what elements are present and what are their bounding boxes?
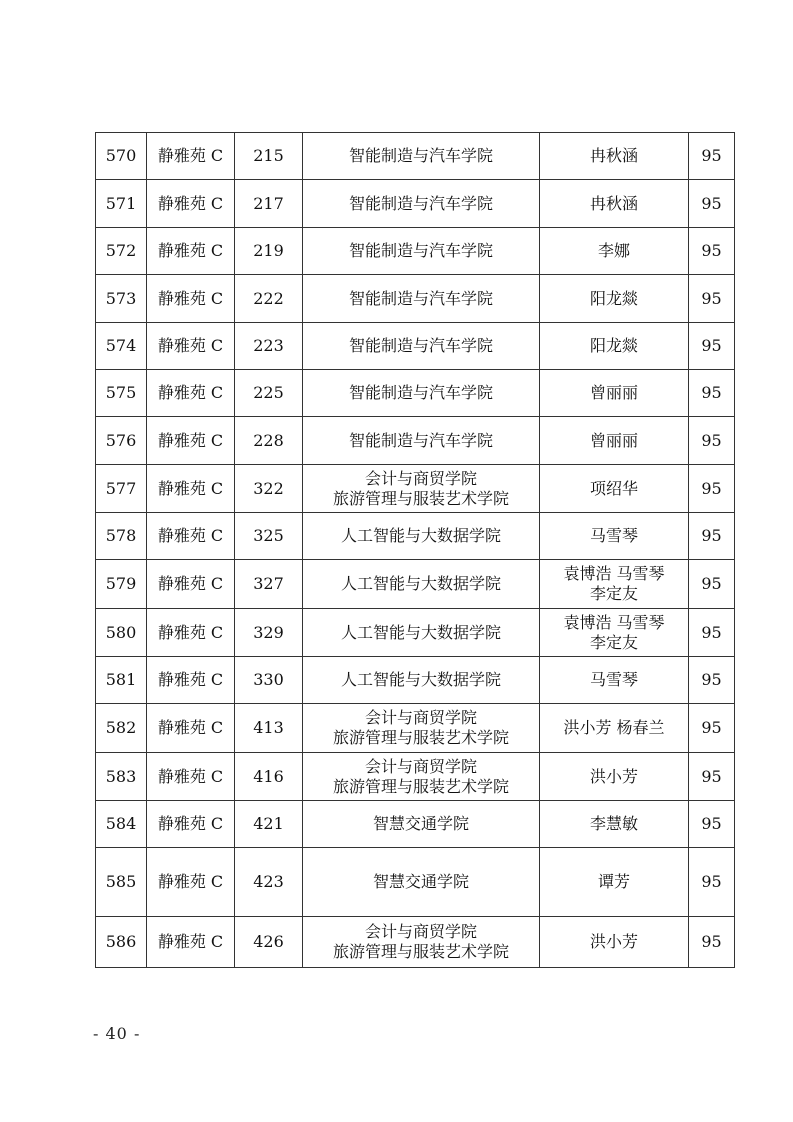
- building-cell: 静雅苑 C: [147, 228, 235, 275]
- college-cell: [303, 417, 540, 465]
- table-row: [96, 228, 735, 275]
- row-number-cell: 577: [96, 465, 147, 513]
- room-cell: 421: [235, 801, 303, 848]
- person-cell: [540, 560, 689, 609]
- score-cell: 95: [689, 704, 735, 753]
- person-cell-line: 谭芳: [597, 872, 630, 891]
- college-cell: [303, 560, 540, 609]
- score-cell: 95: [689, 609, 735, 657]
- row-number-cell: 575: [96, 370, 147, 417]
- building-cell: 静雅苑 C: [147, 848, 235, 917]
- college-cell: [303, 704, 540, 753]
- table-row: [96, 801, 735, 848]
- college-cell-line: 人工智能与大数据学院: [340, 526, 501, 545]
- person-cell: [540, 180, 689, 228]
- room-cell: 416: [235, 753, 303, 801]
- score-cell: 95: [689, 133, 735, 180]
- college-cell-line: 旅游管理与服装艺术学院: [332, 488, 509, 508]
- table-body: [96, 133, 735, 968]
- person-cell-line: 洪小芳 杨春兰: [563, 718, 665, 737]
- person-cell: [540, 275, 689, 323]
- page-number: - 40 -: [93, 1024, 141, 1043]
- person-cell: [540, 753, 689, 801]
- person-cell-line: 项绍华: [589, 478, 638, 498]
- room-cell: 329: [235, 609, 303, 657]
- score-cell: 95: [689, 753, 735, 801]
- person-cell-line: 李定友: [589, 584, 638, 603]
- college-cell: [303, 753, 540, 801]
- score-cell: 95: [689, 848, 735, 917]
- room-cell: 215: [235, 133, 303, 180]
- table-row: [96, 180, 735, 228]
- person-cell-line: 李慧敏: [589, 814, 638, 833]
- table-row: [96, 417, 735, 465]
- college-cell: [303, 657, 540, 704]
- building-cell: 静雅苑 C: [147, 609, 235, 657]
- college-cell-line: 人工智能与大数据学院: [340, 574, 501, 593]
- table-row: [96, 513, 735, 560]
- room-cell: 426: [235, 917, 303, 968]
- college-cell: [303, 917, 540, 968]
- building-cell: 静雅苑 C: [147, 275, 235, 323]
- college-cell-line: 智慧交通学院: [372, 872, 469, 891]
- person-cell: [540, 704, 689, 753]
- row-number-cell: 579: [96, 560, 147, 609]
- table-row: [96, 848, 735, 917]
- college-cell-line: 人工智能与大数据学院: [340, 670, 501, 689]
- table-row: [96, 753, 735, 801]
- row-number-cell: 580: [96, 609, 147, 657]
- score-cell: 95: [689, 417, 735, 465]
- college-cell: [303, 275, 540, 323]
- person-cell: [540, 465, 689, 513]
- college-cell-line: 会计与商贸学院: [364, 922, 477, 941]
- person-cell-line: 阳龙燚: [589, 336, 638, 355]
- college-cell: [303, 465, 540, 513]
- table-row: [96, 133, 735, 180]
- room-cell: 327: [235, 560, 303, 609]
- room-cell: 325: [235, 513, 303, 560]
- college-cell-line: 智慧交通学院: [372, 814, 469, 833]
- college-cell-line: 智能制造与汽车学院: [348, 336, 493, 355]
- college-cell: [303, 370, 540, 417]
- person-cell: [540, 917, 689, 968]
- table-row: [96, 465, 735, 513]
- row-number-cell: 573: [96, 275, 147, 323]
- college-cell-line: 旅游管理与服装艺术学院: [332, 776, 509, 796]
- college-cell-line: 旅游管理与服装艺术学院: [332, 728, 509, 747]
- row-number-cell: 582: [96, 704, 147, 753]
- person-cell-line: 冉秋涵: [589, 193, 638, 213]
- building-cell: 静雅苑 C: [147, 133, 235, 180]
- room-cell: 228: [235, 417, 303, 465]
- score-cell: 95: [689, 917, 735, 968]
- college-cell-line: 人工智能与大数据学院: [340, 622, 501, 642]
- person-cell-line: 洪小芳: [589, 766, 638, 786]
- table-row: [96, 370, 735, 417]
- college-cell-line: 会计与商贸学院: [364, 708, 477, 727]
- score-cell: 95: [689, 465, 735, 513]
- college-cell-line: 智能制造与汽车学院: [348, 193, 493, 213]
- room-cell: 217: [235, 180, 303, 228]
- row-number-cell: 578: [96, 513, 147, 560]
- building-cell: 静雅苑 C: [147, 180, 235, 228]
- room-cell: 423: [235, 848, 303, 917]
- person-cell: [540, 848, 689, 917]
- score-cell: 95: [689, 323, 735, 370]
- person-cell: [540, 801, 689, 848]
- score-cell: 95: [689, 228, 735, 275]
- person-cell: [540, 133, 689, 180]
- person-cell-line: 李娜: [597, 241, 630, 260]
- table-row: [96, 704, 735, 753]
- score-cell: 95: [689, 801, 735, 848]
- person-cell-line: 马雪琴: [589, 670, 638, 689]
- room-cell: 225: [235, 370, 303, 417]
- person-cell-line: 洪小芳: [589, 932, 638, 951]
- college-cell-line: 会计与商贸学院: [364, 756, 477, 776]
- building-cell: 静雅苑 C: [147, 657, 235, 704]
- row-number-cell: 572: [96, 228, 147, 275]
- college-cell-line: 智能制造与汽车学院: [348, 146, 493, 165]
- person-cell: [540, 417, 689, 465]
- row-number-cell: 584: [96, 801, 147, 848]
- person-cell-line: 李定友: [589, 632, 638, 652]
- college-cell: [303, 609, 540, 657]
- college-cell-line: 智能制造与汽车学院: [348, 430, 493, 450]
- college-cell-line: 旅游管理与服装艺术学院: [332, 942, 509, 961]
- college-cell: [303, 513, 540, 560]
- building-cell: 静雅苑 C: [147, 753, 235, 801]
- room-cell: 413: [235, 704, 303, 753]
- person-cell-line: 曾丽丽: [589, 383, 638, 402]
- row-number-cell: 570: [96, 133, 147, 180]
- person-cell: [540, 370, 689, 417]
- person-cell: [540, 657, 689, 704]
- college-cell-line: 智能制造与汽车学院: [348, 241, 493, 260]
- person-cell-line: 马雪琴: [589, 526, 638, 545]
- row-number-cell: 574: [96, 323, 147, 370]
- person-cell-line: 冉秋涵: [589, 146, 638, 165]
- college-cell: [303, 228, 540, 275]
- person-cell-line: 曾丽丽: [589, 430, 638, 450]
- building-cell: 静雅苑 C: [147, 704, 235, 753]
- room-cell: 223: [235, 323, 303, 370]
- person-cell: [540, 228, 689, 275]
- building-cell: 静雅苑 C: [147, 513, 235, 560]
- building-cell: 静雅苑 C: [147, 417, 235, 465]
- college-cell-line: 会计与商贸学院: [364, 468, 477, 488]
- building-cell: 静雅苑 C: [147, 801, 235, 848]
- college-cell: [303, 133, 540, 180]
- building-cell: 静雅苑 C: [147, 560, 235, 609]
- row-number-cell: 581: [96, 657, 147, 704]
- table-row: [96, 917, 735, 968]
- room-cell: 222: [235, 275, 303, 323]
- person-cell-line: 袁博浩 马雪琴: [563, 612, 665, 632]
- row-number-cell: 571: [96, 180, 147, 228]
- score-cell: 95: [689, 370, 735, 417]
- room-cell: 322: [235, 465, 303, 513]
- score-cell: 95: [689, 275, 735, 323]
- room-cell: 219: [235, 228, 303, 275]
- score-cell: 95: [689, 560, 735, 609]
- person-cell-line: 阳龙燚: [589, 288, 638, 308]
- table-row: [96, 657, 735, 704]
- person-cell: [540, 609, 689, 657]
- room-cell: 330: [235, 657, 303, 704]
- college-cell-line: 智能制造与汽车学院: [348, 383, 493, 402]
- college-cell-line: 智能制造与汽车学院: [348, 288, 493, 308]
- row-number-cell: 576: [96, 417, 147, 465]
- college-cell: [303, 323, 540, 370]
- building-cell: 静雅苑 C: [147, 465, 235, 513]
- table-row: [96, 560, 735, 609]
- college-cell: [303, 848, 540, 917]
- row-number-cell: 586: [96, 917, 147, 968]
- college-cell: [303, 801, 540, 848]
- row-number-cell: 585: [96, 848, 147, 917]
- score-cell: 95: [689, 657, 735, 704]
- building-cell: 静雅苑 C: [147, 370, 235, 417]
- dormitory-score-table: [95, 132, 735, 968]
- score-cell: 95: [689, 513, 735, 560]
- table-row: [96, 609, 735, 657]
- person-cell: [540, 323, 689, 370]
- row-number-cell: 583: [96, 753, 147, 801]
- building-cell: 静雅苑 C: [147, 917, 235, 968]
- table-row: [96, 275, 735, 323]
- building-cell: 静雅苑 C: [147, 323, 235, 370]
- person-cell-line: 袁博浩 马雪琴: [563, 564, 665, 583]
- person-cell: [540, 513, 689, 560]
- table-row: [96, 323, 735, 370]
- college-cell: [303, 180, 540, 228]
- score-cell: 95: [689, 180, 735, 228]
